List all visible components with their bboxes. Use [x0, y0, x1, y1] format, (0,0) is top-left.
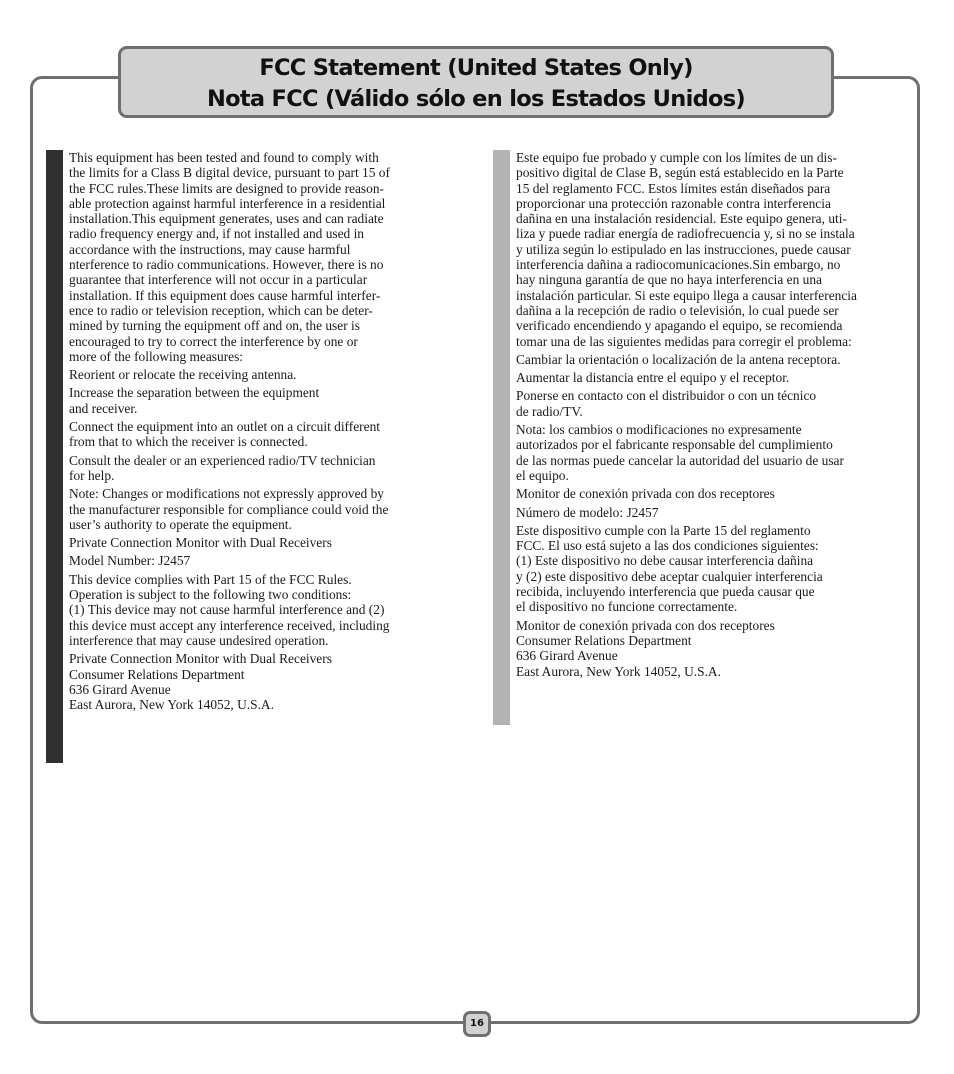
text-line: positivo digital de Clase B, según está establecido en la Parte [516, 165, 844, 181]
page-number: 16 [463, 1011, 491, 1037]
text-line: This device complies with Part 15 of the FCC Rules. [69, 571, 352, 587]
spanish-paragraph [516, 422, 928, 483]
text-line: autorizados por el fabricante responsable del cumplimiento [516, 437, 833, 453]
text-line: installation. If this equipment does cause harmful interfer- [69, 287, 381, 303]
text-line: radio frequency energy and, if not installed and used in [69, 226, 364, 242]
title-banner [118, 46, 834, 118]
text-line: hay ninguna garantía de que no haya interferencia en una [516, 272, 822, 288]
text-line: y (2) este dispositivo debe aceptar cualquier interferencia [516, 568, 823, 584]
text-line: FCC. El uso está sujeto a las dos condiciones siguientes: [516, 538, 819, 554]
text-line: proporcionar una protección razonable contra interferencia [516, 195, 831, 211]
text-line: interference that may cause undesired operation. [69, 632, 329, 648]
text-line: Aumentar la distancia entre el equipo y el receptor. [516, 370, 790, 386]
text-line: Cambiar la orientación o localización de la antena receptora. [516, 351, 841, 367]
text-line: Monitor de conexión privada con dos receptores [516, 486, 775, 502]
text-line: this device must accept any interference received, including [69, 617, 390, 633]
text-line: Note: Changes or modifications not expressly approved by [69, 486, 384, 502]
spanish-paragraph [516, 388, 928, 419]
text-line: Model Number: J2457 [69, 553, 191, 569]
text-line: instalación particular. Si este equipo llega a causar interferencia [516, 287, 857, 303]
text-line: 636 Girard Avenue [516, 648, 618, 664]
text-line: the limits for a Class B digital device, pursuant to part 15 of [69, 165, 390, 181]
text-line: de las normas puede cancelar la autoridad del usuario de usar [516, 452, 844, 468]
text-line: more of the following measures: [69, 348, 244, 364]
text-line: el equipo. [516, 467, 569, 483]
text-line: nterference to radio communications. However, there is no [69, 257, 384, 273]
text-line: Consult the dealer or an experienced radio/TV technician [69, 452, 376, 468]
text-line: Ponerse en contacto con el distribuidor o con un técnico [516, 388, 817, 404]
text-line: liza y puede radiar energía de radiofrecuencia y, si no se instala [516, 226, 855, 242]
text-line: Reorient or relocate the receiving antenna. [69, 367, 297, 383]
text-line: ence to radio or television reception, which can be deter- [69, 302, 373, 318]
spanish-paragraph [516, 486, 928, 501]
text-line: Consumer Relations Department [69, 666, 245, 682]
text-line: Connect the equipment into an outlet on a circuit different [69, 419, 380, 435]
text-line: Private Connection Monitor with Dual Receivers [69, 651, 332, 667]
text-line: interferencia dañina a radiocomunicaciones.Sin embargo, no [516, 257, 841, 273]
text-line: Private Connection Monitor with Dual Receivers [69, 535, 332, 551]
text-line: Operation is subject to the following two conditions: [69, 587, 352, 603]
text-line: verificado encendiendo y apagando el equipo, se recomienda [516, 318, 843, 334]
text-line: and receiver. [69, 400, 138, 416]
english-column [46, 150, 473, 763]
text-line: recibida, incluyendo interferencia que pueda causar que [516, 584, 815, 600]
text-line: the FCC rules.These limits are designed to provide reason- [69, 180, 384, 196]
text-line: the manufacturer responsible for compliance could void the [69, 501, 389, 517]
english-paragraph [69, 150, 473, 364]
spanish-paragraph [516, 618, 928, 679]
english-paragraph [69, 419, 473, 450]
title-english: FCC Statement (United States Only) [259, 55, 693, 81]
text-line: user’s authority to operate the equipment. [69, 516, 292, 532]
english-paragraph [69, 486, 473, 532]
text-line: Consumer Relations Department [516, 632, 692, 648]
text-line: This equipment has been tested and found to comply with [69, 150, 379, 165]
text-line: 636 Girard Avenue [69, 681, 171, 697]
text-line: East Aurora, New York 14052, U.S.A. [516, 663, 721, 679]
spanish-column [493, 150, 928, 725]
text-line: for help. [69, 467, 115, 483]
title-spanish: Nota FCC (Válido sólo en los Estados Unidos) [206, 86, 746, 112]
text-line: 15 del reglamento FCC. Estos límites están diseñados para [516, 180, 831, 196]
spanish-paragraph [516, 352, 928, 367]
english-text [63, 150, 473, 712]
text-line: from that to which the receiver is connected. [69, 434, 308, 450]
text-line: Nota: los cambios o modificaciones no expresamente [516, 422, 802, 438]
english-paragraph [69, 385, 473, 416]
text-line: tomar una de las siguientes medidas para corregir el problema: [516, 333, 852, 349]
text-line: guarantee that interference will not occur in a particular [69, 272, 368, 288]
english-paragraph [69, 367, 473, 382]
spanish-text [510, 150, 928, 679]
text-line: dañina en una instalación residencial. Este equipo genera, uti- [516, 211, 847, 227]
english-paragraph [69, 553, 473, 568]
text-line: y utiliza según lo estipulado en las instrucciones, puede causar [516, 241, 851, 257]
text-line: el dispositivo no funcione correctamente. [516, 599, 738, 615]
text-line: able protection against harmful interference in a residential [69, 195, 386, 211]
text-line: accordance with the instructions, may cause harmful [69, 241, 351, 257]
text-line: Monitor de conexión privada con dos receptores [516, 617, 775, 633]
english-paragraph [69, 572, 473, 648]
english-paragraph [69, 453, 473, 484]
text-line: encouraged to try to correct the interference by one or [69, 333, 358, 349]
text-line: de radio/TV. [516, 403, 583, 419]
text-line: Número de modelo: J2457 [516, 504, 659, 520]
spanish-paragraph [516, 370, 928, 385]
text-line: mined by turning the equipment off and on, the user is [69, 318, 360, 334]
spanish-paragraph [516, 523, 928, 615]
text-line: dañina a la recepción de radio o televisión, lo cual puede ser [516, 302, 839, 318]
text-line: East Aurora, New York 14052, U.S.A. [69, 697, 274, 713]
english-paragraph [69, 651, 473, 712]
text-line: Este equipo fue probado y cumple con los límites de un dis- [516, 150, 837, 165]
text-line: installation.This equipment generates, uses and can radiate [69, 211, 384, 227]
text-line: (1) This device may not cause harmful interference and (2) [69, 602, 385, 618]
spanish-paragraph [516, 505, 928, 520]
text-line: Este dispositivo cumple con la Parte 15 del reglamento [516, 522, 811, 538]
spanish-paragraph [516, 150, 928, 349]
text-line: Increase the separation between the equipment [69, 385, 320, 401]
english-paragraph [69, 535, 473, 550]
text-line: (1) Este dispositivo no debe causar interferencia dañina [516, 553, 814, 569]
